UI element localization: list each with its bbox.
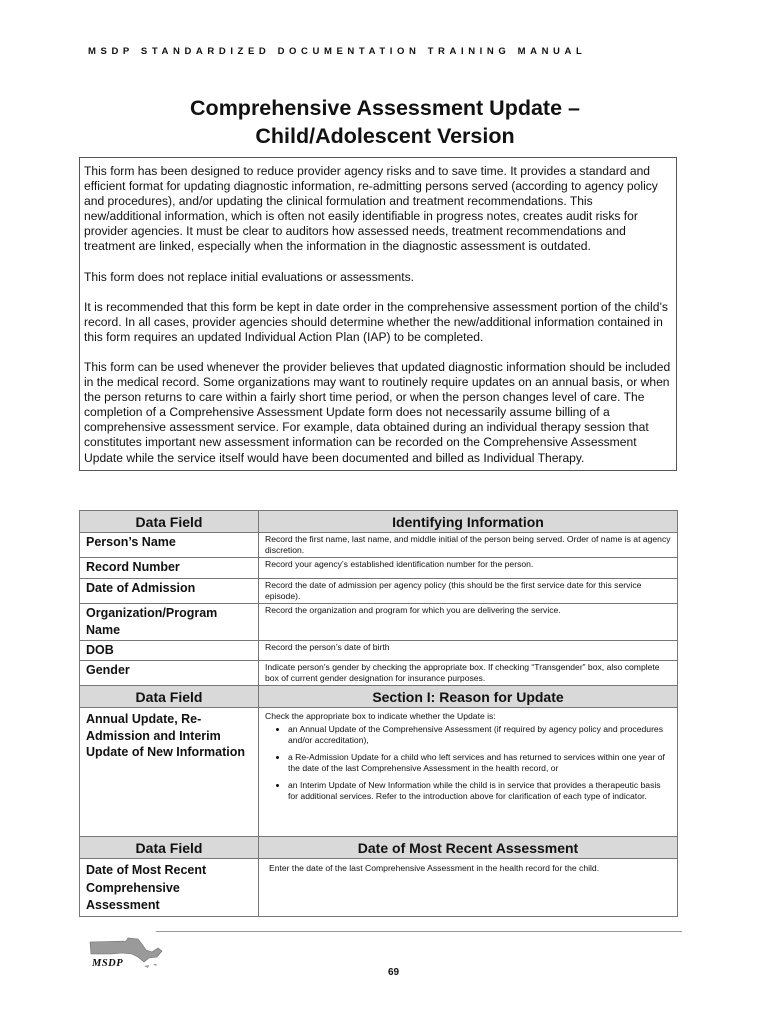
field-record-number: Record Number [80,558,259,579]
header-identifying-information: Identifying Information [259,511,678,533]
desc-persons-name: Record the first name, last name, and middle initial of the person being served. Order of name is at agency discretion. [259,533,678,558]
page-title [0,94,770,150]
field-gender: Gender [80,661,259,686]
title-line-1: Comprehensive Assessment Update – [190,96,580,120]
desc-date-of-most-recent-assessment: Enter the date of the last Comprehensive Assessment in the health record for the child. [259,859,678,917]
reason-intro-text: Check the appropriate box to indicate whether the Update is: [265,711,496,721]
intro-paragraph-4: This form can be used whenever the provider believes that updated diagnostic information should be included in the medical record. Some organizations may want to routinely require updates on an annual basis, or when the person returns to care within a fairly short time period, or when the person changes level of care. The completion of a Comprehensive Assessment Update form does not necessarily assume billing of a comprehensive assessment service. For example, data obtained during an individual therapy session that constitutes important new assessment information can be recorded on the Comprehensive Assessment Update while the service itself would have been documented and billed as Individual Therapy. [84,359,671,465]
table-row [80,708,678,837]
field-dob: DOB [80,641,259,661]
desc-record-number: Record your agency’s established identification number for the person. [259,558,678,579]
desc-reason-for-update [259,708,678,837]
logo-text: MSDP [92,958,124,969]
header-reason-for-update: Section I: Reason for Update [259,686,678,708]
table-row [80,641,678,661]
table-header-row [80,837,678,859]
running-header: MSDP STANDARDIZED DOCUMENTATION TRAINING MANUAL [88,46,587,57]
field-persons-name: Person’s Name [80,533,259,558]
header-data-field: Data Field [80,511,259,533]
field-date-of-most-recent-assessment: Date of Most Recent Comprehensive Assessment [80,859,259,917]
table-header-row [80,686,678,708]
header-most-recent-assessment: Date of Most Recent Assessment [259,837,678,859]
intro-box [79,157,677,471]
table-header-row [80,511,678,533]
reason-bullet-list [265,724,671,802]
table-row [80,533,678,558]
table-row [80,604,678,641]
field-organization-program-name: Organization/Program Name [80,604,259,641]
title-line-2: Child/Adolescent Version [255,124,515,148]
footer-divider [156,931,682,932]
desc-organization-program-name: Record the organization and program for which you are delivering the service. [259,604,678,641]
desc-date-of-admission: Record the date of admission per agency policy (this should be the first service date for this service episode). [259,579,678,604]
table-row [80,579,678,604]
table-row [80,859,678,917]
reason-bullet-readmission: • a Re-Admission Update for a child who left services and has returned to services within one year of the date of the last Comprehensive Assessment in the health record, or [288,752,671,774]
desc-gender: Indicate person’s gender by checking the appropriate box. If checking “Transgender” box, also complete box of current gender designation for insurance purposes. [259,661,678,686]
intro-paragraph-3: It is recommended that this form be kept in date order in the comprehensive assessment portion of the child’s record. In all cases, provider agencies should determine whether the new/additional information contained in this form requires an updated Individual Action Plan (IAP) to be completed. [84,299,668,344]
header-data-field: Data Field [80,837,259,859]
reason-bullet-interim: • an Interim Update of New Information while the child is in service that provides a therapeutic basis for additional services. Refer to the introduction above for clarification of each type of indicator. [288,780,671,802]
data-field-table [79,510,678,917]
field-reason-for-update: Annual Update, Re-Admission and Interim Update of New Information [80,708,259,837]
page-number: 69 [388,967,400,978]
header-data-field: Data Field [80,686,259,708]
desc-dob: Record the person’s date of birth [259,641,678,661]
table-row [80,558,678,579]
intro-paragraph-1: This form has been designed to reduce provider agency risks and to save time. It provides a standard and efficient format for updating diagnostic information, re-admitting persons served (according to agency policy and procedures), and/or updating the clinical formulation and treatment recommendations. This new/additional information, which is often not easily identifiable in progress notes, creates audit risks for provider agencies. It must be clear to auditors how assessed needs, treatment recommendations and treatment are linked, especially when the information in the diagnostic assessment is outdated. [84,164,658,254]
table-row [80,661,678,686]
field-date-of-admission: Date of Admission [80,579,259,604]
intro-paragraph-2: This form does not replace initial evaluations or assessments. [84,269,415,284]
reason-bullet-annual: • an Annual Update of the Comprehensive Assessment (if required by agency policy and procedures and/or accreditation), [288,724,671,746]
